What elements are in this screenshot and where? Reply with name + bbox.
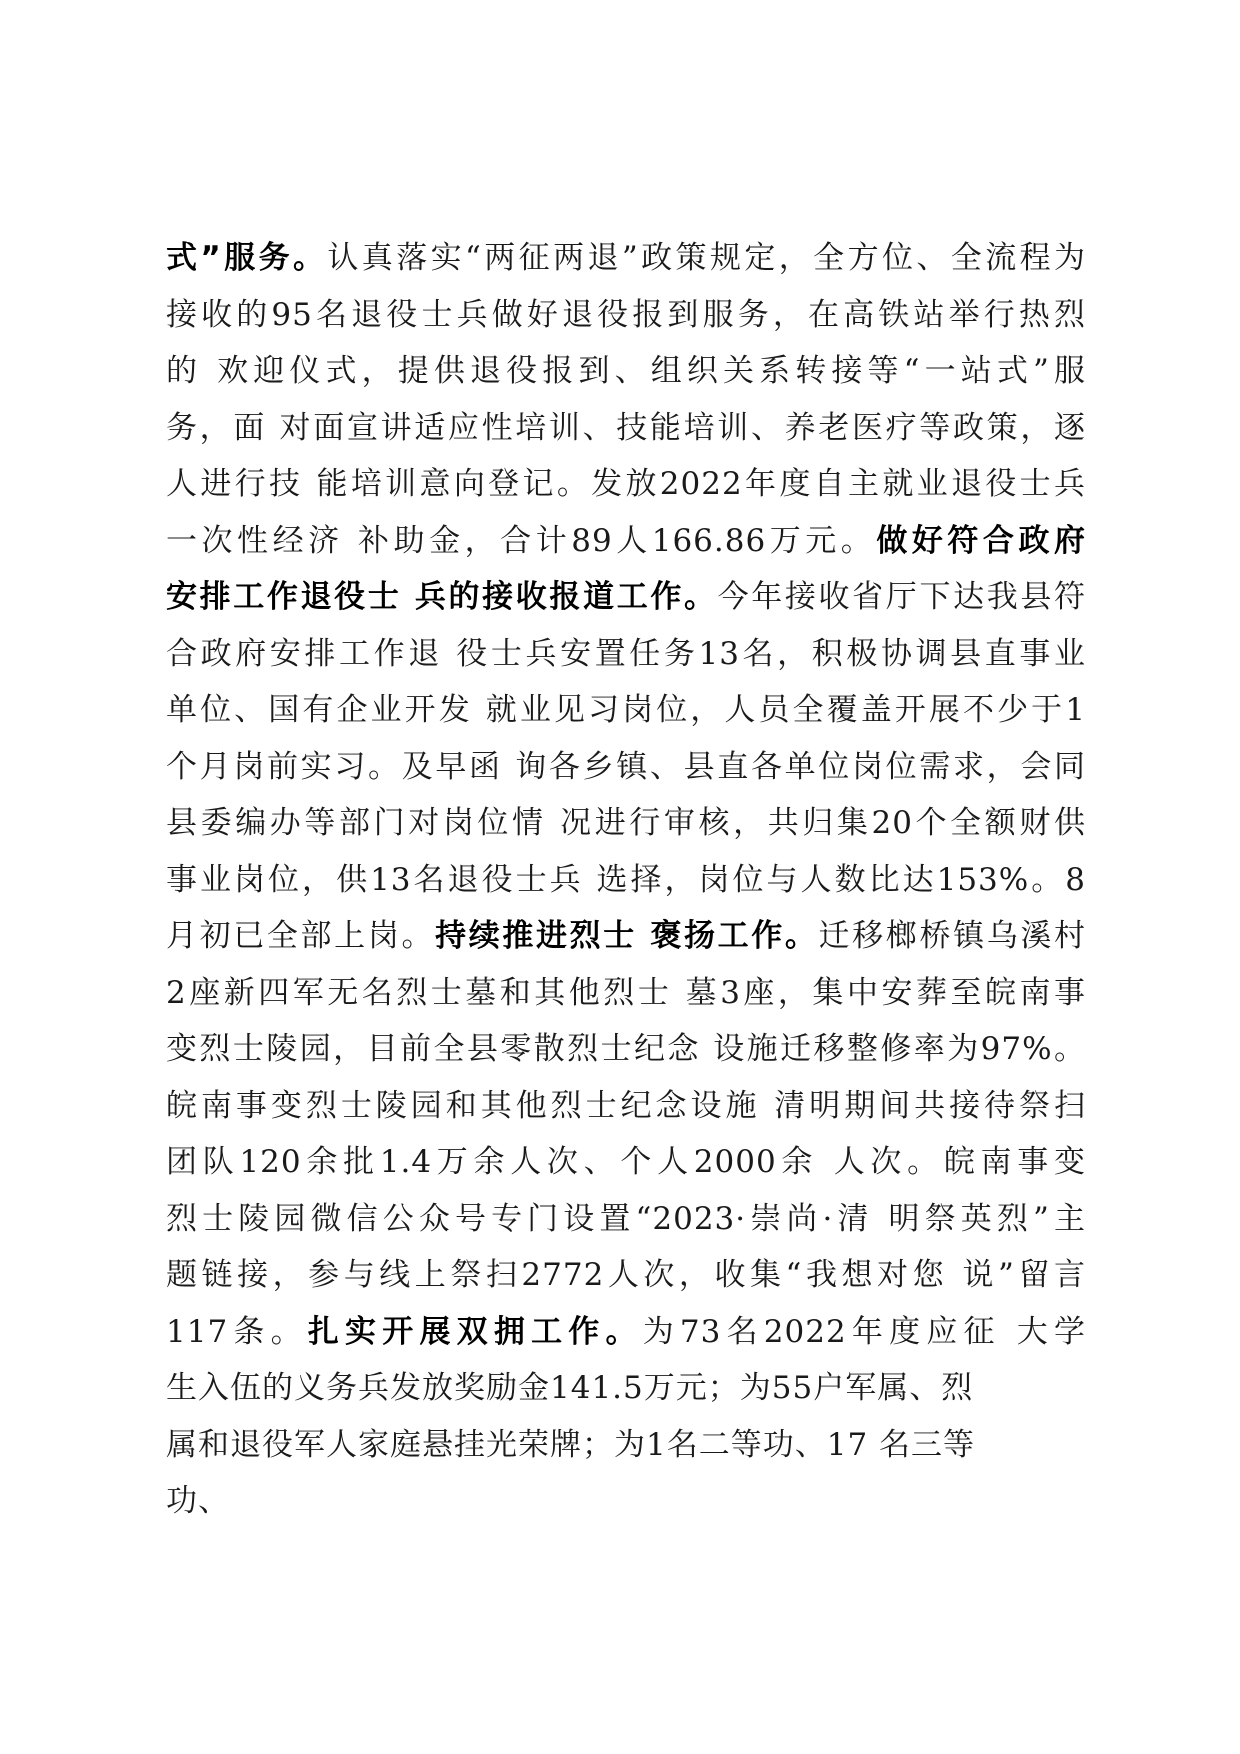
text-line bbox=[166, 1247, 1086, 1304]
text-segment: 团队120余批1.4万余人次、个人2000余 人次。皖南事变 bbox=[166, 1144, 1086, 1180]
body-text bbox=[166, 230, 1086, 1530]
text-segment: 认真落实“两征两退”政策规定，全方位、全流程为 bbox=[327, 240, 1086, 276]
text-segment: 月初已全部上岗。 bbox=[166, 918, 436, 954]
text-line bbox=[166, 626, 1086, 683]
bold-heading-segment: 做好符合政府 bbox=[876, 522, 1086, 559]
text-segment: 今年接收省厅下达我县符 bbox=[717, 579, 1086, 615]
text-segment: 题链接，参与线上祭扫2772人次，收集“我想对您 说”留言 bbox=[166, 1257, 1086, 1293]
text-segment: 迁移榔桥镇乌溪村 bbox=[818, 918, 1087, 954]
text-segment: 2座新四军无名烈士墓和其他烈士 墓3座，集中安葬至皖南事 bbox=[166, 974, 1086, 1011]
text-segment: 一次性经济 补助金，合计89人166.86万元。 bbox=[166, 522, 877, 559]
text-segment: 烈士陵园微信公众号专门设置“2023·崇尚·清 明祭英烈”主 bbox=[166, 1200, 1086, 1237]
text-segment: 合政府安排工作退 役士兵安置任务13名，积极协调县直事业 bbox=[166, 635, 1086, 672]
text-segment: 个月岗前实习。及早函 询各乡镇、县直各单位岗位需求，会同 bbox=[166, 748, 1086, 785]
text-segment: 县委编办等部门对岗位情 况进行审核，共归集20个全额财供 bbox=[166, 805, 1086, 841]
bold-heading-segment: 持续推进烈士 褒扬工作。 bbox=[435, 918, 819, 954]
text-segment: 生入伍的义务兵发放奖励金141.5万元；为55户军属、烈 bbox=[166, 1370, 974, 1406]
text-line bbox=[166, 569, 1086, 626]
text-segment: 属和退役军人家庭悬挂光荣牌；为1名二等功、17 名三等 bbox=[166, 1426, 976, 1463]
text-line bbox=[166, 400, 1086, 457]
text-segment: 功、 bbox=[166, 1483, 230, 1519]
text-segment: 事业岗位，供13名退役士兵 选择，岗位与人数比达153%。8 bbox=[166, 861, 1086, 898]
text-segment: 变烈士陵园，目前全县零散烈士纪念 设施迁移整修率为97%。 bbox=[166, 1031, 1086, 1067]
text-line bbox=[166, 287, 1086, 344]
text-line bbox=[166, 1417, 1086, 1474]
text-segment: 皖南事变烈士陵园和其他烈士纪念设施 清明期间共接待祭扫 bbox=[166, 1087, 1086, 1124]
text-segment: 接收的95名退役士兵做好退役报到服务，在高铁站举行热烈 bbox=[166, 296, 1086, 333]
text-line bbox=[166, 965, 1086, 1022]
text-segment: 117条。 bbox=[166, 1313, 308, 1350]
text-segment: 单位、国有企业开发 就业见习岗位，人员全覆盖开展不少于1 bbox=[166, 692, 1086, 728]
text-line bbox=[166, 513, 1086, 570]
text-line bbox=[166, 1021, 1086, 1078]
text-line bbox=[166, 852, 1086, 909]
text-line bbox=[166, 908, 1086, 965]
text-line bbox=[166, 343, 1086, 400]
bold-heading-segment: 安排工作退役士 兵的接收报道工作。 bbox=[166, 579, 718, 615]
text-line bbox=[166, 1304, 1086, 1361]
text-line bbox=[166, 456, 1086, 513]
text-segment: 的 欢迎仪式，提供退役报到、组织关系转接等“一站式”服 bbox=[166, 353, 1086, 389]
text-segment: 人进行技 能培训意向登记。发放2022年度自主就业退役士兵 bbox=[166, 466, 1086, 502]
text-line bbox=[166, 1191, 1086, 1248]
text-line bbox=[166, 1473, 1086, 1530]
text-line bbox=[166, 230, 1086, 287]
text-segment: 为73名2022年度应征 大学 bbox=[642, 1313, 1087, 1350]
text-line bbox=[166, 1360, 1086, 1417]
text-line bbox=[166, 1078, 1086, 1135]
text-line bbox=[166, 682, 1086, 739]
text-line bbox=[166, 739, 1086, 796]
bold-heading-segment: 式”服务。 bbox=[166, 240, 328, 276]
bold-heading-segment: 扎实开展双拥工作。 bbox=[307, 1313, 643, 1350]
text-line bbox=[166, 795, 1086, 852]
text-segment: 务，面 对面宣讲适应性培训、技能培训、养老医疗等政策，逐 bbox=[166, 409, 1086, 446]
text-line bbox=[166, 1134, 1086, 1191]
